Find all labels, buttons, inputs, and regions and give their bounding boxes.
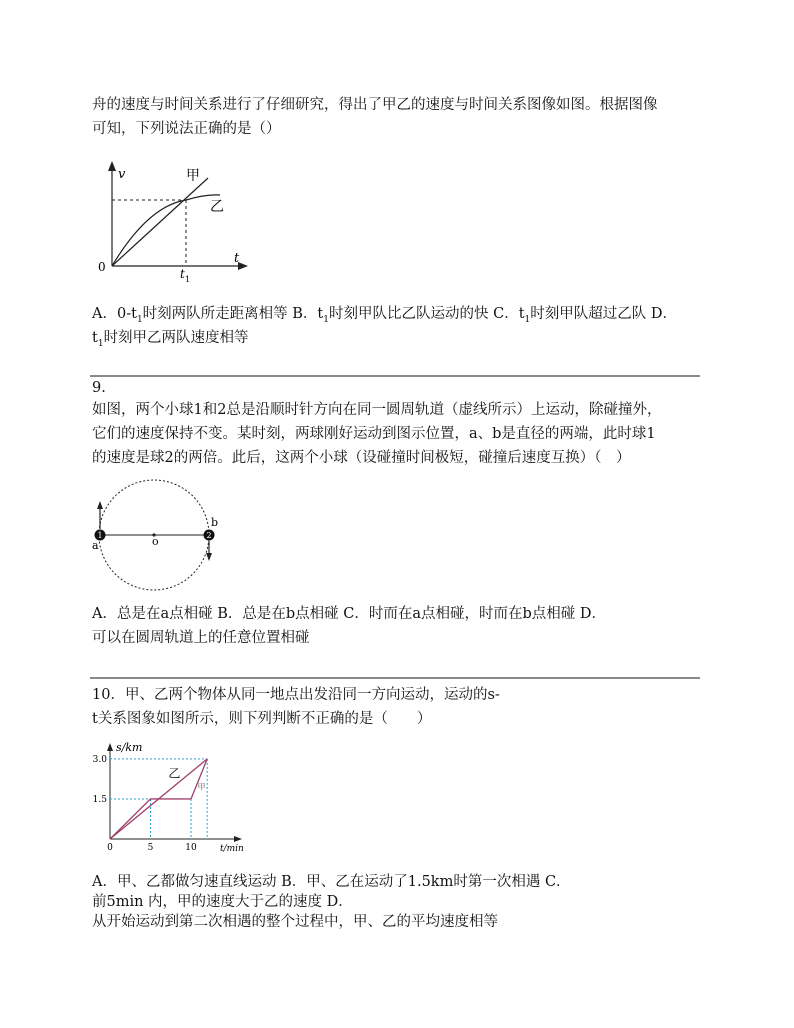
q9-circle-figure xyxy=(88,476,224,592)
q8-opt-sub1: 1 xyxy=(136,314,143,325)
q9-stem-line2: 它们的速度保持不变。某时刻，两球刚好运动到图示位置，a、b是直径的两端，此时球1 xyxy=(92,426,656,442)
x-tick-0: 0 xyxy=(107,843,113,853)
q8-options-line2 xyxy=(92,326,249,356)
q8-opt-end: 时刻甲队超过乙队 D． xyxy=(530,306,677,322)
q9-stem-line3: 的速度是球2的两倍。此后，这两个小球（设碰撞时间极短，碰撞后速度互换）（ ） xyxy=(92,450,631,466)
q8-yi-label: 乙 xyxy=(210,199,224,215)
q8-t1-label: t xyxy=(180,267,185,281)
q9-ball2-arrowhead xyxy=(206,553,212,561)
q8-opt2-end: 时刻甲乙两队速度相等 xyxy=(103,330,249,346)
q8-opt-pre: A．0-t xyxy=(92,306,137,322)
series-yi-label: 乙 xyxy=(168,766,181,781)
q8-jia-label: 甲 xyxy=(186,168,200,184)
q10-x-axis-label: t/min xyxy=(220,844,244,854)
q8-origin-label: 0 xyxy=(98,260,106,274)
q8-v-axis-arrow xyxy=(108,161,116,171)
q8-opt-sub3: 1 xyxy=(524,314,531,325)
q10-y-axis-label: s/km xyxy=(116,741,143,754)
q9-a-label: a xyxy=(92,539,99,552)
q9-stem-line1: 如图，两个小球1和2总是沿顺时针方向在同一圆周轨道（虚线所示）上运动，除碰撞外， xyxy=(92,402,662,418)
q10-stem-line1: 10．甲、乙两个物体从同一地点出发沿同一方向运动，运动的s- xyxy=(92,687,500,703)
q8-opt2-sub: 1 xyxy=(97,338,104,349)
q8-t-label: t xyxy=(234,251,240,266)
q10-y-axis-arrow xyxy=(107,743,113,751)
q9-options-line2: 可以在圆周轨道上的任意位置相碰 xyxy=(92,630,310,646)
q9-o-label: o xyxy=(152,535,159,548)
q10-st-chart xyxy=(88,737,248,857)
divider-1 xyxy=(90,375,700,377)
q9-ball1-arrowhead xyxy=(97,501,103,509)
q8-t-axis-arrow xyxy=(238,262,248,270)
q8-v-label: v xyxy=(118,167,126,182)
q8-opt-mid1: 时刻两队所走距离相等 B．t xyxy=(142,306,324,322)
y-tick-3: 3.0 xyxy=(92,754,107,765)
q10-x-axis-arrow xyxy=(234,836,242,842)
q8-vt-graph xyxy=(88,158,258,284)
series-yi-line xyxy=(110,759,207,839)
q8-yi-curve xyxy=(112,195,220,266)
q8-t1-sub: 1 xyxy=(185,275,191,284)
q8-stem-line2: 可知，下列说法正确的是（） xyxy=(92,121,281,137)
q9-b-label: b xyxy=(211,516,219,529)
q8-stem-line1: 舟的速度与时间关系进行了仔细研究，得出了甲乙的速度与时间关系图像如图。根据图像 xyxy=(92,97,658,113)
q10-options-line3: 从开始运动到第二次相遇的整个过程中，甲、乙的平均速度相等 xyxy=(92,914,498,930)
y-tick-1.5: 1.5 xyxy=(92,794,107,805)
q10-stem-line2: t关系图象如图所示，则下列判断不正确的是（ ） xyxy=(92,711,432,727)
q9-options-line1: A．总是在a点相碰 B．总是在b点相碰 C．时而在a点相碰，时而在b点相碰 D． xyxy=(92,606,607,622)
q10-options-line1: A．甲、乙都做匀速直线运动 B．甲、乙在运动了1.5km时第一次相遇 C． xyxy=(92,874,571,890)
q9-ball2-label: 2 xyxy=(206,531,212,540)
q9-ball1-label: 1 xyxy=(97,531,103,540)
q8-opt2-pre: t xyxy=(92,330,98,346)
q8-opt-sub2: 1 xyxy=(323,314,329,325)
q8-opt-mid2: 时刻甲队比乙队运动的快 C．t xyxy=(329,306,525,322)
q10-options-line2: 前5min 内，甲的速度大于乙的速度 D． xyxy=(92,894,353,910)
q9-number: 9. xyxy=(92,380,106,396)
x-tick-5: 5 xyxy=(147,843,154,853)
x-tick-10: 10 xyxy=(185,843,197,853)
q8-jia-line xyxy=(112,178,208,266)
divider-2 xyxy=(90,677,700,679)
series-jia-label: 甲 xyxy=(197,782,206,792)
